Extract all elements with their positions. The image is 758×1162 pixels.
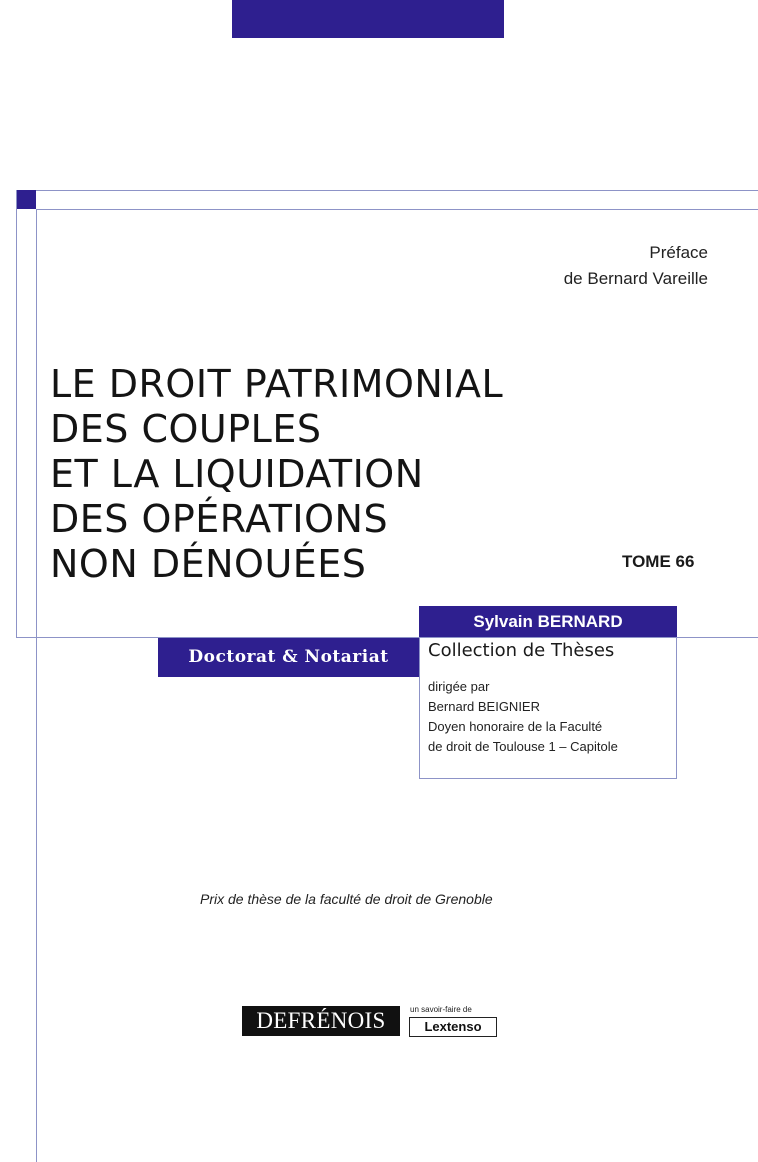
publisher-tagline: un savoir-faire de — [410, 1005, 472, 1014]
book-title — [50, 362, 610, 587]
top-color-band — [232, 0, 504, 38]
collection-line: Bernard BEIGNIER — [428, 699, 540, 714]
collection-line: de droit de Toulouse 1 – Capitole — [428, 739, 618, 754]
frame-line-top-inner — [36, 209, 758, 210]
lextenso-logo: Lextenso — [409, 1017, 497, 1037]
collection-details — [428, 677, 618, 757]
frame-line-top-outer — [16, 190, 758, 191]
defrenois-logo: DEFRÉNOIS — [242, 1006, 400, 1036]
preface-label: Préface — [649, 243, 708, 262]
frame-line-left-inner — [36, 209, 37, 1162]
preface — [564, 240, 708, 292]
series-name: Doctorat & Notariat — [158, 638, 419, 677]
title-line: NON DÉNOUÉES — [50, 542, 367, 586]
collection-title: Collection de Thèses — [428, 640, 615, 661]
tome-number: TOME 66 — [622, 552, 695, 571]
collection-box — [419, 637, 677, 779]
collection-line: Doyen honoraire de la Faculté — [428, 719, 603, 734]
title-line: LE DROIT PATRIMONIAL — [50, 362, 504, 406]
frame-line-left-outer — [16, 190, 17, 638]
collection-line: dirigée par — [428, 679, 490, 694]
preface-author: de Bernard Vareille — [563, 269, 708, 288]
prize-note: Prix de thèse de la faculté de droit de Grenoble — [200, 891, 493, 907]
title-line: DES OPÉRATIONS — [50, 497, 389, 541]
title-line: ET LA LIQUIDATION — [50, 452, 424, 496]
frame-corner-square — [16, 190, 36, 209]
author-name: Sylvain BERNARD — [419, 606, 677, 637]
title-line: DES COUPLES — [50, 407, 322, 451]
